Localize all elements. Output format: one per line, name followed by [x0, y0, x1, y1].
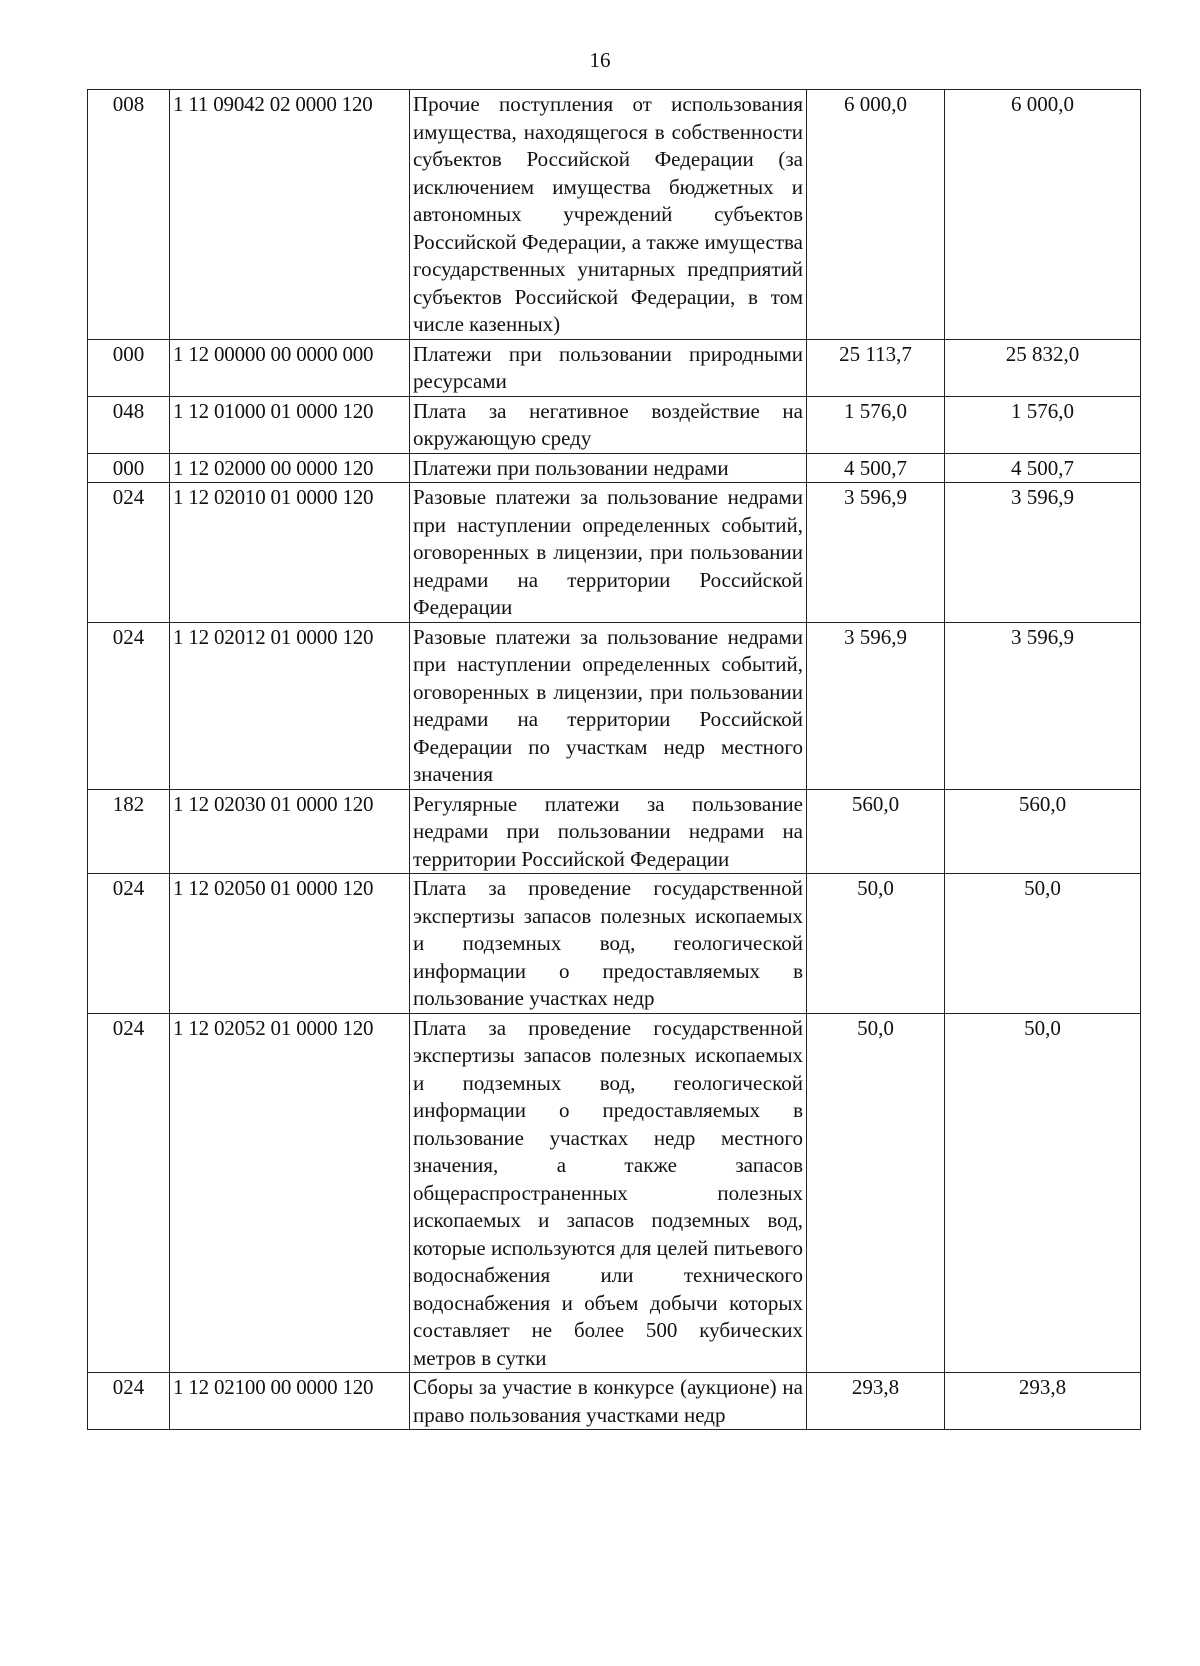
admin-code-cell: 024	[88, 483, 170, 623]
table-row	[88, 789, 1141, 874]
amount-cell-2: 3 596,9	[945, 483, 1141, 623]
classification-code-cell: 1 12 02000 00 0000 120	[170, 453, 410, 483]
admin-code-cell: 000	[88, 339, 170, 396]
revenue-name-cell: Сборы за участие в конкурсе (аукционе) на право пользования участками недр	[410, 1373, 807, 1430]
amount-cell-2: 6 000,0	[945, 90, 1141, 340]
revenue-name-cell: Разовые платежи за пользование недрами при наступлении определенных событий, оговоренных в лицензии, при пользовании недрами на территории Российской Федерации	[410, 483, 807, 623]
table-row	[88, 90, 1141, 340]
amount-cell-2: 3 596,9	[945, 622, 1141, 789]
revenue-name-cell: Регулярные платежи за пользование недрами при пользовании недрами на территории Российской Федерации	[410, 789, 807, 874]
amount-cell-2: 293,8	[945, 1373, 1141, 1430]
classification-code-cell: 1 12 02012 01 0000 120	[170, 622, 410, 789]
table-row	[88, 339, 1141, 396]
table-row	[88, 396, 1141, 453]
table-row	[88, 453, 1141, 483]
amount-cell-2: 560,0	[945, 789, 1141, 874]
table-row	[88, 483, 1141, 623]
table-row	[88, 874, 1141, 1014]
admin-code-cell: 000	[88, 453, 170, 483]
admin-code-cell: 182	[88, 789, 170, 874]
admin-code-cell: 008	[88, 90, 170, 340]
revenue-name-cell: Плата за проведение государственной экспертизы запасов полезных ископаемых и подземных вод, геологической информации о предоставляемых в пользование участках недр	[410, 874, 807, 1014]
amount-cell-2: 50,0	[945, 874, 1141, 1014]
revenue-name-cell: Плата за негативное воздействие на окружающую среду	[410, 396, 807, 453]
table-row	[88, 622, 1141, 789]
amount-cell-1: 50,0	[807, 1013, 945, 1373]
amount-cell-1: 6 000,0	[807, 90, 945, 340]
amount-cell-1: 560,0	[807, 789, 945, 874]
amount-cell-2: 1 576,0	[945, 396, 1141, 453]
admin-code-cell: 024	[88, 622, 170, 789]
admin-code-cell: 024	[88, 874, 170, 1014]
revenue-name-cell: Платежи при пользовании природными ресурсами	[410, 339, 807, 396]
admin-code-cell: 024	[88, 1373, 170, 1430]
amount-cell-2: 25 832,0	[945, 339, 1141, 396]
amount-cell-1: 25 113,7	[807, 339, 945, 396]
classification-code-cell: 1 12 01000 01 0000 120	[170, 396, 410, 453]
table-row	[88, 1013, 1141, 1373]
table-row	[88, 1373, 1141, 1430]
budget-revenue-table	[87, 89, 1141, 1430]
classification-code-cell: 1 12 00000 00 0000 000	[170, 339, 410, 396]
classification-code-cell: 1 12 02030 01 0000 120	[170, 789, 410, 874]
amount-cell-1: 1 576,0	[807, 396, 945, 453]
amount-cell-1: 4 500,7	[807, 453, 945, 483]
classification-code-cell: 1 12 02010 01 0000 120	[170, 483, 410, 623]
amount-cell-2: 50,0	[945, 1013, 1141, 1373]
amount-cell-2: 4 500,7	[945, 453, 1141, 483]
amount-cell-1: 3 596,9	[807, 622, 945, 789]
page-number: 16	[589, 48, 611, 72]
admin-code-cell: 048	[88, 396, 170, 453]
classification-code-cell: 1 12 02052 01 0000 120	[170, 1013, 410, 1373]
classification-code-cell: 1 12 02050 01 0000 120	[170, 874, 410, 1014]
revenue-name-cell: Плата за проведение государственной экспертизы запасов полезных ископаемых и подземных вод, геологической информации о предоставляемых в пользование участках недр местного значения, а также запасов общераспространенных полезных ископаемых и запасов подземных вод, которые используются для целей питьевого водоснабжения или технического водоснабжения и объем добычи которых составляет не более 500 кубических метров в сутки	[410, 1013, 807, 1373]
classification-code-cell: 1 12 02100 00 0000 120	[170, 1373, 410, 1430]
classification-code-cell: 1 11 09042 02 0000 120	[170, 90, 410, 340]
revenue-name-cell: Платежи при пользовании недрами	[410, 453, 807, 483]
amount-cell-1: 3 596,9	[807, 483, 945, 623]
amount-cell-1: 293,8	[807, 1373, 945, 1430]
revenue-name-cell: Разовые платежи за пользование недрами при наступлении определенных событий, оговоренных в лицензии, при пользовании недрами на территории Российской Федерации по участкам недр местного значения	[410, 622, 807, 789]
revenue-name-cell: Прочие поступления от использования имущества, находящегося в собственности субъектов Российской Федерации (за исключением имущества бюджетных и автономных учреждений субъектов Российской Федерации, а также имущества государственных унитарных предприятий субъектов Российской Федерации, в том числе казенных)	[410, 90, 807, 340]
admin-code-cell: 024	[88, 1013, 170, 1373]
amount-cell-1: 50,0	[807, 874, 945, 1014]
